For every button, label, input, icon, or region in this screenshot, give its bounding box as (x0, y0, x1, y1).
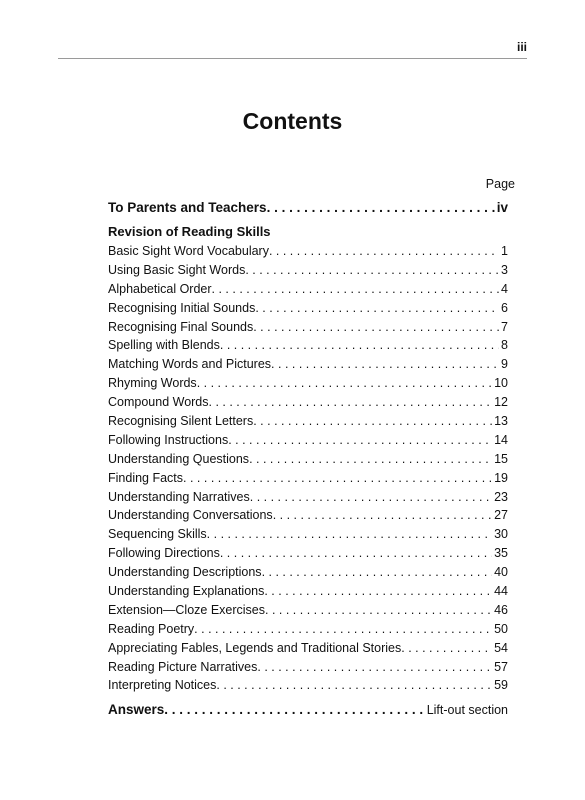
toc-entry[interactable] (108, 299, 508, 318)
section-entries (108, 242, 508, 695)
leader-dots (220, 544, 492, 563)
toc-entry-page: Lift-out section (426, 703, 508, 717)
leader-dots (257, 658, 492, 677)
leader-dots (212, 280, 500, 299)
toc-entry[interactable] (108, 412, 508, 431)
toc-entry-parents-teachers[interactable] (108, 198, 508, 218)
toc-entry-page: 50 (494, 621, 508, 636)
toc-entry-page: 1 (501, 244, 508, 258)
toc-entry-page: 12 (494, 395, 508, 410)
toc-entry-label: Following Instructions (108, 432, 229, 447)
leader-dots (271, 355, 499, 374)
leader-dots (250, 488, 492, 507)
toc-entry-page: 30 (494, 527, 508, 542)
toc-entry-label: Reading Picture Narratives (108, 659, 258, 674)
toc-entry-label: Understanding Conversations (108, 508, 273, 523)
toc-entry-label: Appreciating Fables, Legends and Traditional Stories (108, 640, 402, 655)
toc-entry-label: Compound Words (108, 395, 209, 410)
toc-entry-page: 23 (494, 489, 508, 504)
leader-dots (164, 700, 424, 720)
toc-entry-page: 19 (494, 470, 508, 485)
toc-entry-page: 6 (501, 300, 508, 315)
toc-entry-page: 8 (501, 338, 508, 353)
toc-entry-label: To Parents and Teachers (108, 200, 267, 215)
answers-block (108, 700, 508, 720)
leader-dots (249, 450, 492, 469)
toc-entry-label: Reading Poetry (108, 621, 195, 636)
toc-entry[interactable] (108, 355, 508, 374)
leader-dots (401, 639, 492, 658)
toc-entry-page: 4 (501, 281, 508, 296)
leader-dots (269, 242, 499, 261)
page-column-heading: Page (485, 177, 515, 191)
toc-entry-label: Understanding Narratives (108, 489, 250, 504)
toc-entry-page: 7 (501, 319, 508, 334)
leader-dots (264, 582, 492, 601)
toc-entry[interactable] (108, 544, 508, 563)
leader-dots (267, 198, 495, 218)
toc-entry-label: Recognising Initial Sounds (108, 300, 256, 315)
section-heading: Revision of Reading Skills (108, 224, 271, 239)
leader-dots (216, 676, 492, 695)
toc-entry-label: Sequencing Skills (108, 527, 207, 542)
leader-dots (265, 601, 492, 620)
toc-entry[interactable] (108, 450, 508, 469)
toc-entry-label: Spelling with Blends (108, 338, 220, 353)
leader-dots (253, 318, 499, 337)
reading-skills-section (108, 222, 508, 695)
toc-entry-page: 15 (494, 451, 508, 466)
toc-entry[interactable] (108, 431, 508, 450)
toc-entry-page: iv (496, 200, 508, 215)
toc-entry[interactable] (108, 242, 508, 261)
leader-dots (273, 506, 492, 525)
toc-entry-page: 44 (494, 584, 508, 599)
leader-dots (209, 393, 493, 412)
toc-entry[interactable] (108, 280, 508, 299)
header-rule (58, 58, 527, 59)
toc-entry-label: Recognising Silent Letters (108, 414, 254, 429)
toc-entry[interactable] (108, 658, 508, 677)
leader-dots (183, 469, 492, 488)
page-header-number: iii (516, 40, 527, 54)
toc-entry-label: Following Directions (108, 546, 220, 561)
toc-entry-label: Understanding Descriptions (108, 565, 262, 580)
toc-entry[interactable] (108, 261, 508, 280)
toc-entry[interactable] (108, 336, 508, 355)
toc-entry-page: 54 (494, 640, 508, 655)
toc-entry[interactable] (108, 525, 508, 544)
toc-entry-label: Basic Sight Word Vocabulary (108, 244, 269, 258)
page-title: Contents (242, 108, 343, 134)
toc-entry-label: Using Basic Sight Words (108, 262, 246, 277)
toc-entry-label: Alphabetical Order (108, 281, 212, 296)
toc-entry-page: 9 (501, 357, 508, 372)
toc-entry[interactable] (108, 374, 508, 393)
toc-entry-label: Rhyming Words (108, 376, 197, 391)
toc-entry-label: Extension—Cloze Exercises (108, 602, 266, 617)
leader-dots (255, 299, 499, 318)
leader-dots (245, 261, 499, 280)
toc-entry[interactable] (108, 563, 508, 582)
toc-entry[interactable] (108, 318, 508, 337)
toc-entry-page: 27 (494, 508, 508, 523)
toc-entry-label: Answers (108, 702, 165, 717)
toc-entry[interactable] (108, 676, 508, 695)
toc-entry-page: 14 (494, 432, 508, 447)
leader-dots (207, 525, 492, 544)
leader-dots (262, 563, 493, 582)
toc-entry[interactable] (108, 620, 508, 639)
leader-dots (194, 620, 492, 639)
toc-entry-answers[interactable] (108, 700, 508, 720)
toc-entry-label: Interpreting Notices (108, 678, 217, 693)
toc-entry-page: 10 (494, 376, 508, 391)
toc-entry-page: 35 (494, 546, 508, 561)
leader-dots (228, 431, 492, 450)
toc-entry[interactable] (108, 582, 508, 601)
toc-entry-page: 13 (494, 414, 508, 429)
toc-entry[interactable] (108, 488, 508, 507)
toc-entry-page: 46 (494, 602, 508, 617)
toc-entry-label: Recognising Final Sounds (108, 319, 254, 334)
toc-entry-label: Matching Words and Pictures (108, 357, 272, 372)
toc-entry-label: Understanding Explanations (108, 584, 265, 599)
toc-entry-page: 59 (494, 678, 508, 693)
toc-entry-page: 40 (494, 565, 508, 580)
toc-entry-page: 3 (501, 262, 508, 277)
table-of-contents (108, 198, 508, 218)
toc-entry[interactable] (108, 601, 508, 620)
toc-entry-label: Understanding Questions (108, 451, 250, 466)
leader-dots (253, 412, 492, 431)
toc-entry-page: 57 (494, 659, 508, 674)
toc-entry[interactable] (108, 506, 508, 525)
toc-entry[interactable] (108, 393, 508, 412)
leader-dots (197, 374, 492, 393)
leader-dots (220, 336, 499, 355)
toc-entry[interactable] (108, 469, 508, 488)
toc-entry[interactable] (108, 639, 508, 658)
toc-entry-label: Finding Facts (108, 470, 184, 485)
